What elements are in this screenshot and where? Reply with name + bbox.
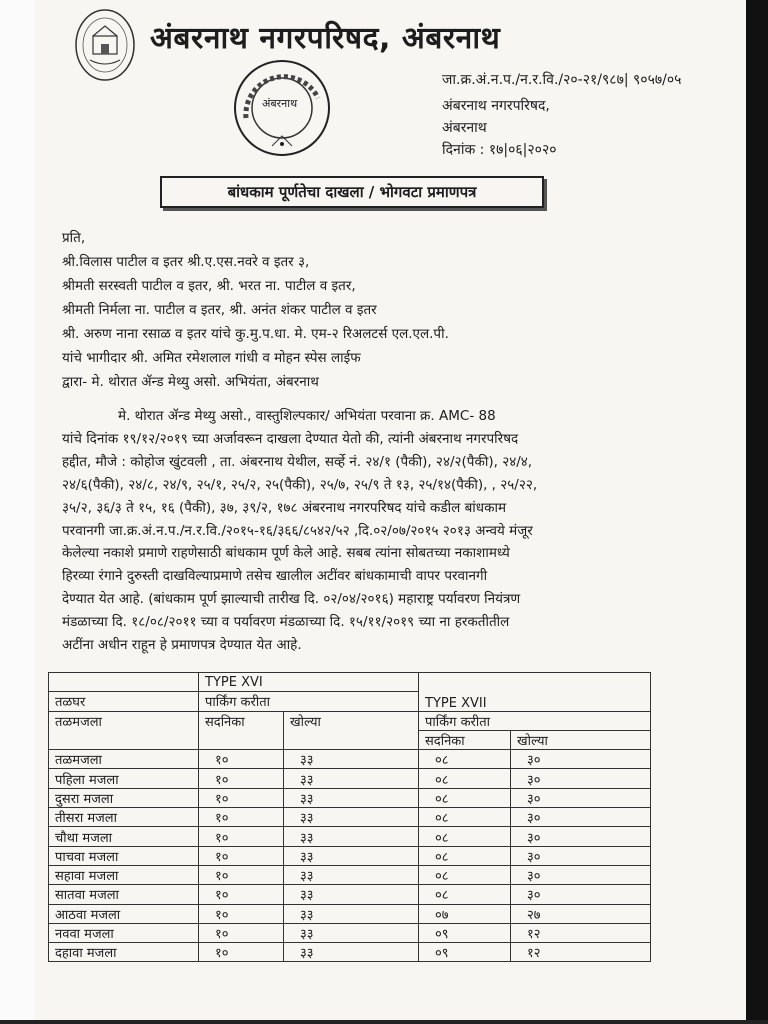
- floor-name: आठवा मजला: [49, 904, 199, 923]
- certificate-heading: [160, 176, 544, 208]
- xvii-rooms-cell: ३०: [511, 769, 651, 788]
- addressee-line: श्री.विलास पाटील व इतर श्री.ए.एस.नवरे व इतर ३,: [62, 254, 310, 270]
- xvii-flats-cell: ०८: [419, 827, 511, 846]
- body-line: यांचे दिनांक १९/१२/२०१९ च्या अर्जावरून दाखला देण्यात येतो की, त्यांनी अंबरनाथ नगरपरिषद: [62, 430, 519, 447]
- table-row: [49, 769, 651, 788]
- floor-name: पहिला मजला: [49, 769, 199, 788]
- xvii-flats-cell: ०८: [419, 788, 511, 807]
- table-row: [49, 788, 651, 807]
- floor-rows: [49, 750, 651, 962]
- scan-edge-right: [746, 0, 768, 1024]
- body-line: परवानगी जा.क्र.अं.न.प./न.र.वि./२०१५-१६/३६६/८५४२/५२ ,दि.०२/०७/२०१५ २०१३ अन्वये मंजूर: [62, 522, 533, 539]
- xvi-flats-cell: १०: [199, 943, 284, 962]
- xvi-rooms-cell: ३३: [284, 865, 419, 884]
- column-header-rooms: खोल्या: [511, 730, 651, 749]
- issuing-city: अंबरनाथ: [442, 120, 487, 136]
- body-line: केलेल्या नकाशे प्रमाणे राहणेसाठी बांधकाम पूर्ण केले आहे. सबब त्यांना सोबतच्या नकाशामध्ये: [62, 545, 510, 562]
- floor-name: तळघर: [49, 692, 199, 711]
- xvii-rooms-cell: ३०: [511, 846, 651, 865]
- floor-name: तळमजला: [49, 711, 199, 750]
- table-header-row: [49, 673, 651, 692]
- xvi-flats-cell: १०: [199, 808, 284, 827]
- floor-name: तळमजला: [49, 750, 199, 769]
- xvi-flats-cell: १०: [199, 865, 284, 884]
- xvi-flats-cell: १०: [199, 885, 284, 904]
- xvi-flats-cell: १०: [199, 827, 284, 846]
- xvi-flats-cell: १०: [199, 923, 284, 942]
- body-line: २४/६(पैकी), २४/८, २४/९, २५/१, २५/२, २५(पैकी), २५/७, २५/९ ते १३, २५/१४(पैकी), , २५/२२,: [62, 476, 538, 493]
- xvi-flats-cell: १०: [199, 788, 284, 807]
- xvii-flats-cell: ०८: [419, 769, 511, 788]
- xvi-rooms-cell: ३३: [284, 808, 419, 827]
- addressee-line: श्रीमती सरस्वती पाटील व इतर, श्री. भरत ना. पाटील व इतर,: [62, 278, 356, 294]
- column-header-flats: सदनिका: [419, 730, 511, 749]
- seal-label: अंबरनाथ: [262, 97, 298, 110]
- xvii-flats-cell: ०८: [419, 885, 511, 904]
- parking-label: पार्किंग करीता: [419, 711, 651, 730]
- xvii-rooms-cell: ३०: [511, 885, 651, 904]
- scan-margin-left: [0, 0, 34, 1024]
- xvi-rooms-cell: ३३: [284, 885, 419, 904]
- xvii-rooms-cell: १२: [511, 943, 651, 962]
- floor-name: सहावा मजला: [49, 865, 199, 884]
- xvi-rooms-cell: ३३: [284, 769, 419, 788]
- table-row: [49, 904, 651, 923]
- body-line: हद्दीत, मौजे : कोहोज खुंटवली , ता. अंबरनाथ येथील, सर्व्हे नं. २४/१ (पैकी), २४/२(पैकी), २४/४,: [62, 453, 533, 470]
- table-row: [49, 885, 651, 904]
- floor-name: नववा मजला: [49, 923, 199, 942]
- xvi-rooms-cell: ३३: [284, 904, 419, 923]
- issuing-office: अंबरनाथ नगरपरिषद,: [442, 98, 550, 114]
- xvii-flats-cell: ०९: [419, 943, 511, 962]
- xvi-rooms-cell: ३३: [284, 827, 419, 846]
- table-row: [49, 846, 651, 865]
- body-line: मे. थोरात ॲन्ड मेथ्यु असो., वास्तुशिल्पकार/ अभियंता परवाना क्र. AMC- 88: [118, 408, 496, 424]
- xvii-rooms-cell: ३०: [511, 788, 651, 807]
- xvii-rooms-cell: २७: [511, 904, 651, 923]
- table-row: [49, 808, 651, 827]
- xvi-rooms-cell: ३३: [284, 846, 419, 865]
- xvii-flats-cell: ०९: [419, 923, 511, 942]
- table-row: [49, 711, 651, 730]
- table-row: [49, 943, 651, 962]
- addressee-line: द्वारा- मे. थोरात ॲन्ड मेथ्यु असो. अभियंता, अंबरनाथ: [62, 374, 319, 390]
- xvi-flats-cell: १०: [199, 846, 284, 865]
- reference-number: जा.क्र.अं.न.प./न.र.वि./२०-२१/९८७| ९०५७/०५: [442, 72, 682, 88]
- flat-details-table: [48, 672, 651, 962]
- addressee-line: श्रीमती निर्मला ना. पाटील व इतर, श्री. अनंत शंकर पाटील व इतर: [62, 302, 377, 318]
- parking-label: पार्किंग करीता: [199, 692, 419, 711]
- xvi-flats-cell: १०: [199, 750, 284, 769]
- council-logo: [74, 8, 136, 82]
- body-line: हिरव्या रंगाने दुरुस्ती दाखविल्याप्रमाणे तसेच खालील अटींवर बांधकामाची वापर परवानगी: [62, 568, 488, 585]
- xvi-rooms-cell: ३३: [284, 943, 419, 962]
- type-xvi-header: TYPE XVI: [199, 673, 419, 692]
- body-line: ३५/२, ३६/३ ते १५, १६ (पैकी), ३७, ३९/२, १७८ अंबरनाथ नगरपरिषद यांचे कडील बांधकाम: [62, 499, 507, 516]
- addressee-line: यांचे भागीदार श्री. अमित रमेशलाल गांधी व मोहन स्पेस लाईफ: [62, 350, 361, 366]
- column-header-flats: सदनिका: [199, 711, 284, 750]
- scan-edge-bottom: [0, 1020, 768, 1024]
- floor-name: तीसरा मजला: [49, 808, 199, 827]
- xvii-flats-cell: ०७: [419, 904, 511, 923]
- addressee-line: श्री. अरुण नाना रसाळ व इतर यांचे कु.मु.प.धा. मे. एम-२ रिअलटर्स एल.एल.पी.: [62, 326, 449, 342]
- body-line: अटींना अधीन राहून हे प्रमाणपत्र देण्यात येत आहे.: [62, 637, 302, 654]
- body-line: देण्यात येत आहे. (बांधकाम पूर्ण झाल्याची तारीख दि. ०२/०४/२०१६) महाराष्ट्र पर्यावरण नियंत्रण: [62, 591, 521, 608]
- xvii-rooms-cell: ३०: [511, 827, 651, 846]
- xvii-rooms-cell: ३०: [511, 865, 651, 884]
- xvi-flats-cell: १०: [199, 769, 284, 788]
- table-row: [49, 827, 651, 846]
- floor-name: सातवा मजला: [49, 885, 199, 904]
- document-title: अंबरनाथ नगरपरिषद, अंबरनाथ: [150, 21, 501, 56]
- table-row: [49, 923, 651, 942]
- xvii-flats-cell: ०८: [419, 750, 511, 769]
- xvi-rooms-cell: ३३: [284, 788, 419, 807]
- table-row: [49, 750, 651, 769]
- floor-name: दुसरा मजला: [49, 788, 199, 807]
- xvii-flats-cell: ०८: [419, 865, 511, 884]
- floor-name: दहावा मजला: [49, 943, 199, 962]
- xvi-rooms-cell: ३३: [284, 750, 419, 769]
- floor-name: चौथा मजला: [49, 827, 199, 846]
- xvii-rooms-cell: १२: [511, 923, 651, 942]
- header-blank-cell: [49, 673, 199, 692]
- floor-name: पाचवा मजला: [49, 846, 199, 865]
- column-header-rooms: खोल्या: [284, 711, 419, 750]
- certificate-heading-text: बांधकाम पूर्णतेचा दाखला / भोगवटा प्रमाणपत्र: [227, 183, 477, 201]
- xvii-rooms-cell: ३०: [511, 808, 651, 827]
- table-row: [49, 865, 651, 884]
- xvii-flats-cell: ०८: [419, 808, 511, 827]
- xvii-rooms-cell: ३०: [511, 750, 651, 769]
- xvi-flats-cell: १०: [199, 904, 284, 923]
- type-xvii-header: TYPE XVII: [419, 673, 651, 712]
- issue-date: दिनांक : १७|०६|२०२०: [442, 142, 557, 158]
- body-line: मंडळाच्या दि. १८/०८/२०११ च्या व पर्यावरण मंडळाच्या दि. १५/११/२०१९ च्या ना हरकतीतील: [62, 614, 510, 631]
- xvii-flats-cell: ०८: [419, 846, 511, 865]
- xvi-rooms-cell: ३३: [284, 923, 419, 942]
- certificate-body: [62, 405, 662, 657]
- addressee-line: प्रति,: [62, 230, 86, 246]
